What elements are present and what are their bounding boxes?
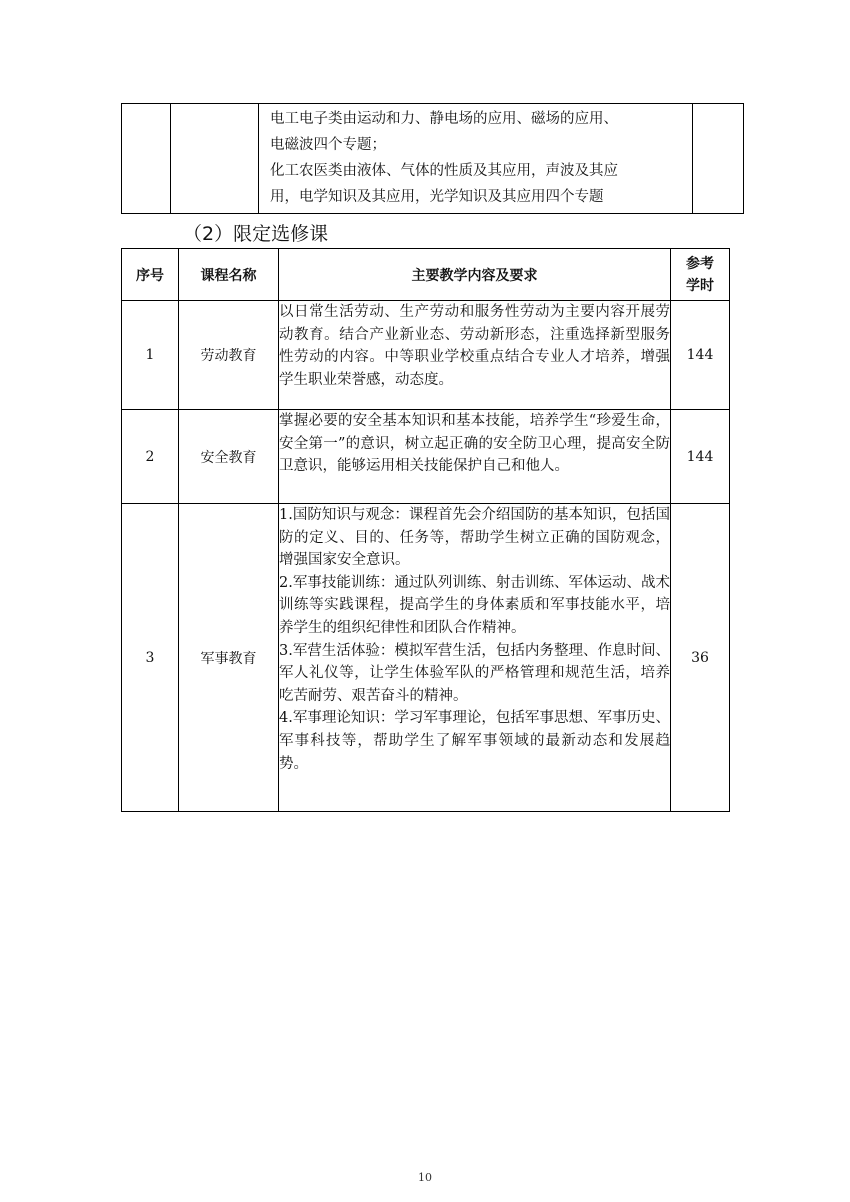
row-hours: 36 bbox=[671, 504, 730, 812]
content-item: 4.军事理论知识：学习军事理论，包括军事思想、军事历史、军事科技等，帮助学生了解军事领域的最新动态和发展趋势。 bbox=[279, 710, 670, 772]
column-divider bbox=[258, 104, 259, 213]
table-row bbox=[122, 410, 730, 504]
row-course-name: 军事教育 bbox=[179, 504, 279, 812]
continuation-line: 电磁波四个专题； bbox=[270, 137, 386, 153]
header-hours-line1: 参考 bbox=[686, 255, 714, 272]
header-hours-line2: 学时 bbox=[686, 277, 714, 294]
row-index: 2 bbox=[122, 410, 179, 504]
section-title: （2）限定选修课 bbox=[183, 223, 329, 245]
row-index: 1 bbox=[122, 301, 179, 410]
row-index: 3 bbox=[122, 504, 179, 812]
header-content: 主要教学内容及要求 bbox=[279, 249, 671, 301]
row-course-name: 劳动教育 bbox=[179, 301, 279, 410]
content-item: 1.国防知识与观念：课程首先会介绍国防的基本知识，包括国防的定义、目的、任务等，帮助学生树立正确的国防观念，增强国家安全意识。 bbox=[279, 507, 670, 569]
column-divider bbox=[692, 104, 693, 213]
continuation-line: 电工电子类由运动和力、静电场的应用、磁场的应用、 bbox=[270, 111, 618, 127]
continuation-content bbox=[270, 106, 690, 210]
row-course-name: 安全教育 bbox=[179, 410, 279, 504]
header-hours bbox=[671, 249, 730, 301]
header-index: 序号 bbox=[122, 249, 179, 301]
header-course-name: 课程名称 bbox=[179, 249, 279, 301]
row-hours: 144 bbox=[671, 410, 730, 504]
table-row bbox=[122, 504, 730, 812]
content-item: 3.军营生活体验：模拟军营生活，包括内务整理、作息时间、军人礼仪等，让学生体验军队的严格管理和规范生活，培养吃苦耐劳、艰苦奋斗的精神。 bbox=[279, 642, 670, 704]
table-row bbox=[122, 301, 730, 410]
table-header-row bbox=[122, 249, 730, 301]
continuation-table bbox=[121, 103, 744, 214]
column-divider bbox=[170, 104, 171, 213]
elective-course-table bbox=[121, 248, 730, 812]
page-number: 10 bbox=[418, 1171, 432, 1184]
continuation-line: 用，电学知识及其应用，光学知识及其应用四个专题 bbox=[270, 189, 604, 205]
continuation-line: 化工农医类由液体、气体的性质及其应用，声波及其应 bbox=[270, 163, 618, 179]
row-hours: 144 bbox=[671, 301, 730, 410]
row-content: 掌握必要的安全基本知识和基本技能，培养学生“珍爱生命，安全第一”的意识，树立起正确的安全防卫心理，提高安全防卫意识，能够运用相关技能保护自己和他人。 bbox=[279, 410, 671, 504]
row-content bbox=[279, 504, 671, 812]
row-content: 以日常生活劳动、生产劳动和服务性劳动为主要内容开展劳动教育。结合产业新业态、劳动新形态，注重选择新型服务性劳动的内容。中等职业学校重点结合专业人才培养，增强学生职业荣誉感，动态度。 bbox=[279, 301, 671, 410]
content-item: 2.军事技能训练：通过队列训练、射击训练、军体运动、战术训练等实践课程，提高学生的身体素质和军事技能水平，培养学生的组织纪律性和团队合作精神。 bbox=[279, 574, 670, 636]
